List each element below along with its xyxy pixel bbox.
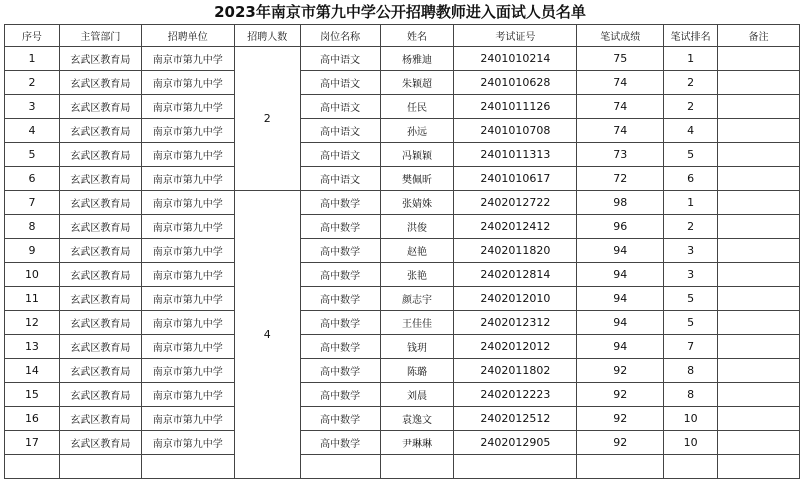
table-row-partial	[5, 455, 800, 479]
cell-remark[interactable]	[718, 359, 800, 383]
cell-unit[interactable]: 南京市第九中学	[141, 71, 234, 95]
cell-name[interactable]: 洪俊	[380, 215, 454, 239]
cell-empty[interactable]	[380, 455, 454, 479]
cell-post[interactable]: 高中数学	[300, 239, 380, 263]
cell-post[interactable]: 高中数学	[300, 191, 380, 215]
table-row	[5, 335, 800, 359]
cell-post[interactable]: 高中数学	[300, 359, 380, 383]
cell-rank[interactable]: 1	[664, 47, 718, 71]
cell-unit[interactable]: 南京市第九中学	[141, 191, 234, 215]
cell-unit[interactable]: 南京市第九中学	[141, 47, 234, 71]
cell-exam-id[interactable]: 2402012312	[454, 311, 577, 335]
cell-remark[interactable]	[718, 191, 800, 215]
cell-dept[interactable]: 玄武区教育局	[59, 311, 141, 335]
cell-name[interactable]: 刘晨	[380, 383, 454, 407]
cell-no[interactable]: 6	[5, 167, 60, 191]
cell-remark[interactable]	[718, 239, 800, 263]
cell-exam-id[interactable]: 2402012905	[454, 431, 577, 455]
cell-empty[interactable]	[59, 455, 141, 479]
header-row	[5, 25, 800, 47]
cell-score[interactable]: 94	[577, 263, 664, 287]
cell-post[interactable]: 高中语文	[300, 71, 380, 95]
cell-empty[interactable]	[141, 455, 234, 479]
cell-no[interactable]: 15	[5, 383, 60, 407]
cell-dept[interactable]: 玄武区教育局	[59, 407, 141, 431]
cell-dept[interactable]: 玄武区教育局	[59, 167, 141, 191]
header-cell[interactable]: 序号	[5, 25, 60, 47]
cell-rank[interactable]: 5	[664, 287, 718, 311]
cell-post[interactable]: 高中语文	[300, 47, 380, 71]
cell-rank[interactable]: 2	[664, 95, 718, 119]
cell-remark[interactable]	[718, 311, 800, 335]
cell-rank[interactable]: 2	[664, 71, 718, 95]
cell-remark[interactable]	[718, 263, 800, 287]
cell-no[interactable]: 16	[5, 407, 60, 431]
cell-name[interactable]: 任民	[380, 95, 454, 119]
cell-rank[interactable]: 10	[664, 431, 718, 455]
cell-empty[interactable]	[718, 455, 800, 479]
cell-post[interactable]: 高中数学	[300, 311, 380, 335]
cell-rank[interactable]: 1	[664, 191, 718, 215]
cell-unit[interactable]: 南京市第九中学	[141, 95, 234, 119]
cell-no[interactable]: 3	[5, 95, 60, 119]
header-cell[interactable]: 备注	[718, 25, 800, 47]
cell-no[interactable]: 5	[5, 143, 60, 167]
cell-score[interactable]: 75	[577, 47, 664, 71]
cell-remark[interactable]	[718, 47, 800, 71]
cell-remark[interactable]	[718, 71, 800, 95]
cell-dept[interactable]: 玄武区教育局	[59, 239, 141, 263]
cell-remark[interactable]	[718, 167, 800, 191]
cell-exam-id[interactable]: 2402011820	[454, 239, 577, 263]
cell-exam-id[interactable]: 2402012512	[454, 407, 577, 431]
cell-score[interactable]: 94	[577, 311, 664, 335]
cell-rank[interactable]: 3	[664, 263, 718, 287]
cell-no[interactable]: 14	[5, 359, 60, 383]
cell-rank[interactable]: 5	[664, 311, 718, 335]
cell-no[interactable]: 2	[5, 71, 60, 95]
cell-post[interactable]: 高中数学	[300, 287, 380, 311]
cell-exam-id[interactable]: 2401010617	[454, 167, 577, 191]
cell-empty[interactable]	[454, 455, 577, 479]
cell-score[interactable]: 73	[577, 143, 664, 167]
table-row	[5, 119, 800, 143]
table-row	[5, 287, 800, 311]
cell-unit[interactable]: 南京市第九中学	[141, 239, 234, 263]
table-body	[5, 47, 800, 479]
cell-rank[interactable]: 4	[664, 119, 718, 143]
cell-score[interactable]: 96	[577, 215, 664, 239]
cell-score[interactable]: 92	[577, 431, 664, 455]
table-row	[5, 407, 800, 431]
cell-name[interactable]: 赵艳	[380, 239, 454, 263]
cell-rank[interactable]: 5	[664, 143, 718, 167]
cell-score[interactable]: 94	[577, 287, 664, 311]
cell-unit[interactable]: 南京市第九中学	[141, 335, 234, 359]
cell-unit[interactable]: 南京市第九中学	[141, 311, 234, 335]
table-row	[5, 167, 800, 191]
cell-empty[interactable]	[300, 455, 380, 479]
cell-no[interactable]: 12	[5, 311, 60, 335]
cell-no[interactable]: 7	[5, 191, 60, 215]
cell-score[interactable]: 92	[577, 359, 664, 383]
cell-remark[interactable]	[718, 287, 800, 311]
cell-remark[interactable]	[718, 215, 800, 239]
cell-unit[interactable]: 南京市第九中学	[141, 143, 234, 167]
cell-post[interactable]: 高中数学	[300, 215, 380, 239]
cell-rank[interactable]: 2	[664, 215, 718, 239]
cell-post[interactable]: 高中数学	[300, 407, 380, 431]
cell-exam-id[interactable]: 2401011126	[454, 95, 577, 119]
cell-rank[interactable]: 6	[664, 167, 718, 191]
cell-exam-id[interactable]: 2401010628	[454, 71, 577, 95]
cell-name[interactable]: 张婧姝	[380, 191, 454, 215]
cell-post[interactable]: 高中数学	[300, 383, 380, 407]
cell-post[interactable]: 高中语文	[300, 167, 380, 191]
cell-rank[interactable]: 8	[664, 359, 718, 383]
cell-remark[interactable]	[718, 95, 800, 119]
cell-no[interactable]: 10	[5, 263, 60, 287]
cell-remark[interactable]	[718, 431, 800, 455]
cell-post[interactable]: 高中语文	[300, 119, 380, 143]
cell-exam-id[interactable]: 2402011802	[454, 359, 577, 383]
candidate-table	[4, 24, 800, 479]
cell-empty[interactable]	[577, 455, 664, 479]
cell-rank[interactable]: 10	[664, 407, 718, 431]
table-row	[5, 239, 800, 263]
table-row	[5, 191, 800, 215]
table-row	[5, 95, 800, 119]
header-cell[interactable]: 岗位名称	[300, 25, 380, 47]
cell-unit[interactable]: 南京市第九中学	[141, 407, 234, 431]
cell-empty[interactable]	[664, 455, 718, 479]
cell-unit[interactable]: 南京市第九中学	[141, 287, 234, 311]
header-cell[interactable]: 考试证号	[454, 25, 577, 47]
cell-dept[interactable]: 玄武区教育局	[59, 431, 141, 455]
cell-name[interactable]: 尹琳琳	[380, 431, 454, 455]
cell-remark[interactable]	[718, 119, 800, 143]
cell-dept[interactable]: 玄武区教育局	[59, 47, 141, 71]
cell-exam-id[interactable]: 2402012223	[454, 383, 577, 407]
cell-rank[interactable]: 7	[664, 335, 718, 359]
cell-remark[interactable]	[718, 407, 800, 431]
cell-dept[interactable]: 玄武区教育局	[59, 119, 141, 143]
table-row	[5, 143, 800, 167]
cell-no[interactable]: 11	[5, 287, 60, 311]
cell-name[interactable]: 杨雅迪	[380, 47, 454, 71]
cell-name[interactable]: 陈璐	[380, 359, 454, 383]
cell-unit[interactable]: 南京市第九中学	[141, 383, 234, 407]
cell-score[interactable]: 92	[577, 383, 664, 407]
cell-unit[interactable]: 南京市第九中学	[141, 431, 234, 455]
header-cell[interactable]: 主管部门	[59, 25, 141, 47]
cell-dept[interactable]: 玄武区教育局	[59, 95, 141, 119]
cell-name[interactable]: 颜志宇	[380, 287, 454, 311]
cell-name[interactable]: 袁逸文	[380, 407, 454, 431]
cell-score[interactable]: 74	[577, 71, 664, 95]
cell-post[interactable]: 高中语文	[300, 143, 380, 167]
cell-score[interactable]: 98	[577, 191, 664, 215]
cell-name[interactable]: 王佳佳	[380, 311, 454, 335]
cell-dept[interactable]: 玄武区教育局	[59, 383, 141, 407]
header-cell[interactable]: 笔试成绩	[577, 25, 664, 47]
cell-post[interactable]: 高中数学	[300, 431, 380, 455]
table-row	[5, 47, 800, 71]
cell-unit[interactable]: 南京市第九中学	[141, 119, 234, 143]
cell-score[interactable]: 72	[577, 167, 664, 191]
cell-remark[interactable]	[718, 383, 800, 407]
cell-post[interactable]: 高中语文	[300, 95, 380, 119]
cell-no[interactable]: 13	[5, 335, 60, 359]
cell-dept[interactable]: 玄武区教育局	[59, 71, 141, 95]
table-row	[5, 311, 800, 335]
cell-name[interactable]: 朱颖超	[380, 71, 454, 95]
cell-recruit-count[interactable]: 4	[234, 191, 300, 479]
cell-exam-id[interactable]: 2402012814	[454, 263, 577, 287]
cell-dept[interactable]: 玄武区教育局	[59, 191, 141, 215]
table-row	[5, 263, 800, 287]
cell-unit[interactable]: 南京市第九中学	[141, 359, 234, 383]
cell-dept[interactable]: 玄武区教育局	[59, 287, 141, 311]
cell-dept[interactable]: 玄武区教育局	[59, 263, 141, 287]
cell-score[interactable]: 94	[577, 239, 664, 263]
cell-score[interactable]: 92	[577, 407, 664, 431]
cell-name[interactable]: 孙远	[380, 119, 454, 143]
cell-exam-id[interactable]: 2401010214	[454, 47, 577, 71]
cell-no[interactable]: 17	[5, 431, 60, 455]
cell-exam-id[interactable]: 2402012412	[454, 215, 577, 239]
cell-unit[interactable]: 南京市第九中学	[141, 263, 234, 287]
header-cell[interactable]: 笔试排名	[664, 25, 718, 47]
cell-unit[interactable]: 南京市第九中学	[141, 215, 234, 239]
header-cell[interactable]: 招聘人数	[234, 25, 300, 47]
cell-recruit-count[interactable]: 2	[234, 47, 300, 191]
cell-name[interactable]: 钱玥	[380, 335, 454, 359]
table-row	[5, 383, 800, 407]
cell-dept[interactable]: 玄武区教育局	[59, 143, 141, 167]
cell-exam-id[interactable]: 2401011313	[454, 143, 577, 167]
cell-score[interactable]: 94	[577, 335, 664, 359]
cell-exam-id[interactable]: 2401010708	[454, 119, 577, 143]
page-title: 2023年南京市第九中学公开招聘教师进入面试人员名单	[214, 3, 586, 21]
table-row	[5, 215, 800, 239]
header-cell[interactable]: 姓名	[380, 25, 454, 47]
header-cell[interactable]: 招聘单位	[141, 25, 234, 47]
cell-name[interactable]: 樊佩昕	[380, 167, 454, 191]
cell-name[interactable]: 冯颖颖	[380, 143, 454, 167]
cell-no[interactable]: 8	[5, 215, 60, 239]
cell-score[interactable]: 74	[577, 119, 664, 143]
cell-exam-id[interactable]: 2402012722	[454, 191, 577, 215]
cell-dept[interactable]: 玄武区教育局	[59, 215, 141, 239]
cell-empty[interactable]	[5, 455, 60, 479]
cell-dept[interactable]: 玄武区教育局	[59, 335, 141, 359]
cell-remark[interactable]	[718, 335, 800, 359]
cell-no[interactable]: 4	[5, 119, 60, 143]
cell-score[interactable]: 74	[577, 95, 664, 119]
table-row	[5, 431, 800, 455]
cell-exam-id[interactable]: 2402012010	[454, 287, 577, 311]
cell-no[interactable]: 1	[5, 47, 60, 71]
cell-post[interactable]: 高中数学	[300, 263, 380, 287]
cell-name[interactable]: 张艳	[380, 263, 454, 287]
cell-no[interactable]: 9	[5, 239, 60, 263]
cell-unit[interactable]: 南京市第九中学	[141, 167, 234, 191]
cell-post[interactable]: 高中数学	[300, 335, 380, 359]
cell-rank[interactable]: 8	[664, 383, 718, 407]
cell-rank[interactable]: 3	[664, 239, 718, 263]
cell-dept[interactable]: 玄武区教育局	[59, 359, 141, 383]
table-row	[5, 71, 800, 95]
table-row	[5, 359, 800, 383]
cell-remark[interactable]	[718, 143, 800, 167]
cell-exam-id[interactable]: 2402012012	[454, 335, 577, 359]
